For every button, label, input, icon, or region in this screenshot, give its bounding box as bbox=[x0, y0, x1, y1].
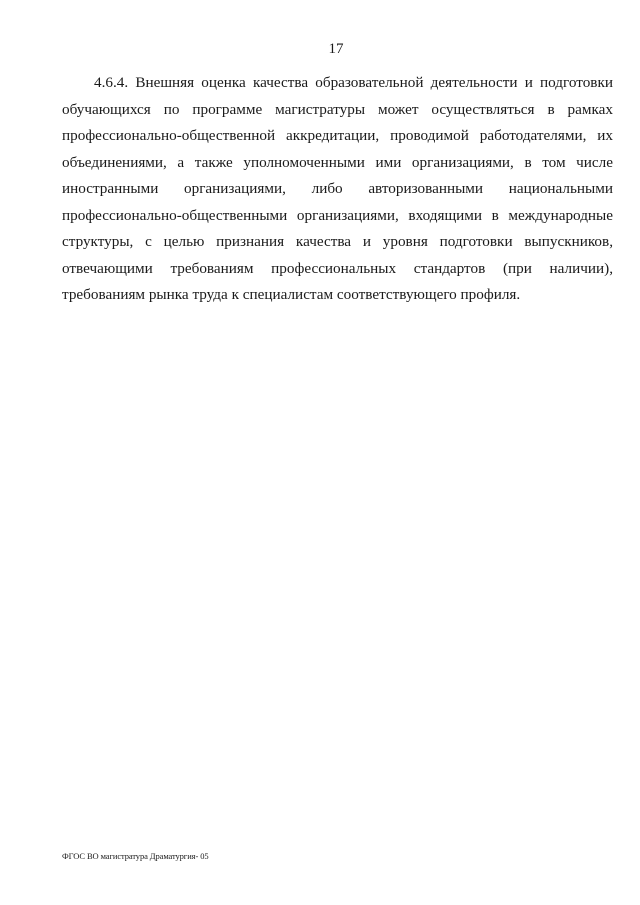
paragraph-4-6-4: 4.6.4. Внешняя оценка качества образовательной деятельности и подготовки обучающихся по программе магистратуры может осуществляться в рамках профессионально-общественной аккредитации, проводимой работодателями, их объединениями, а также уполномоченными ими организациями, в том числе иностранными организациями, либо авторизованными национальными профессионально-общественными организациями, входящими в международные структуры, с целью признания качества и уровня подготовки выпускников, отвечающими требованиям профессиональных стандартов (при наличии), требованиям рынка труда к специалистам соответствующего профиля. bbox=[62, 74, 613, 303]
page-footer: ФГОС ВО магистратура Драматургия- 05 bbox=[62, 851, 209, 861]
page-number: 17 bbox=[328, 41, 344, 57]
